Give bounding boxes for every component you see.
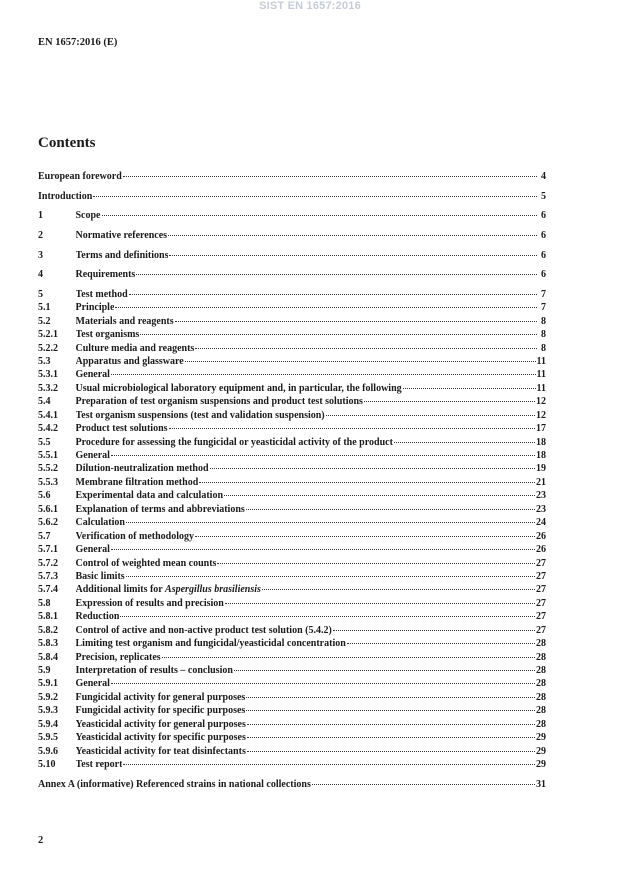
toc-entry[interactable]: [38, 691, 546, 704]
toc-entry-number: 5.3.1: [38, 369, 58, 381]
toc-leader-dots: [93, 196, 537, 197]
toc-leader-dots: [169, 255, 537, 256]
toc-entry-number: 5.9.3: [38, 705, 58, 717]
toc-leader-dots: [333, 630, 535, 631]
toc-leader-dots: [169, 428, 535, 429]
toc-entry-title: Test method: [75, 288, 128, 300]
toc-entry-title: Scope: [75, 210, 101, 222]
document-id: EN 1657:2016 (E): [38, 37, 118, 48]
toc-entry[interactable]: [38, 758, 546, 771]
toc-entry-number: 5.9.1: [38, 678, 58, 690]
toc-entry[interactable]: [38, 328, 546, 341]
toc-entry-page: 19: [536, 463, 546, 475]
toc-entry-title-italic: Aspergillus brasiliensis: [165, 584, 261, 596]
toc-leader-dots: [162, 657, 535, 658]
toc-entry-number: 5.10: [38, 759, 56, 771]
toc-entry-title: Control of weighted mean counts: [75, 557, 217, 569]
toc-entry-page: 28: [536, 638, 546, 650]
toc-leader-dots: [185, 361, 536, 362]
toc-entry[interactable]: [38, 516, 546, 529]
toc-leader-dots: [210, 468, 535, 469]
toc-leader-dots: [326, 415, 535, 416]
toc-entry-page: 28: [536, 718, 546, 730]
toc-entry[interactable]: [38, 745, 546, 758]
toc-entry[interactable]: [38, 543, 546, 556]
contents-heading: Contents: [38, 135, 96, 151]
toc-entry-number: 5.1: [38, 302, 51, 314]
toc-entry-title: Additional limits for Aspergillus brasiliensis: [75, 584, 261, 596]
toc-leader-dots: [195, 536, 535, 537]
toc-entry[interactable]: [38, 190, 546, 203]
toc-entry-title: Usual microbiological laboratory equipment and, in particular, the following: [75, 382, 402, 394]
toc-leader-dots: [126, 576, 535, 577]
toc-leader-dots: [123, 764, 535, 765]
toc-entry-title: Fungicidal activity for specific purposes: [75, 705, 246, 717]
toc-entry-title: Basic limits: [75, 570, 125, 582]
toc-entry-number: 1: [38, 210, 43, 222]
toc-entry-title: Dilution-neutralization method: [75, 463, 209, 475]
toc-entry-number: 4: [38, 269, 43, 281]
toc-entry-number: 5.6.2: [38, 517, 58, 529]
toc-entry-number: 5.8.3: [38, 638, 58, 650]
toc-entry-number: 5.2.2: [38, 342, 58, 354]
toc-entry-number: 5.8.4: [38, 651, 58, 663]
toc-entry[interactable]: [38, 624, 546, 637]
toc-entry-page: 27: [536, 584, 546, 596]
toc-entry-page: 17: [536, 423, 546, 435]
toc-entry-page: 5: [541, 190, 546, 202]
toc-entry[interactable]: [38, 503, 546, 516]
toc-entry-number: 5.2.1: [38, 329, 58, 341]
toc-entry-number: 2: [38, 229, 43, 241]
toc-entry-title: Precision, replicates: [75, 651, 161, 663]
toc-entry-title: Introduction: [38, 190, 93, 202]
toc-entry-page: 26: [536, 530, 546, 542]
toc-leader-dots: [111, 549, 535, 550]
toc-entry-page: 29: [536, 745, 546, 757]
watermark: SIST EN 1657:2016: [259, 0, 361, 12]
toc-entry[interactable]: [38, 778, 546, 791]
toc-entry-title: Yeasticidal activity for teat disinfectants: [75, 745, 246, 757]
toc-entry[interactable]: [38, 462, 546, 475]
toc-entry[interactable]: [38, 301, 546, 314]
toc-leader-dots: [262, 589, 535, 590]
toc-entry-page: 7: [541, 288, 546, 300]
toc-entry[interactable]: [38, 610, 546, 623]
toc-leader-dots: [394, 442, 535, 443]
toc-entry-title: Control of active and non-active product test solution (5.4.2): [75, 624, 332, 636]
table-of-contents: [38, 170, 546, 791]
toc-entry-number: 5.5: [38, 436, 51, 448]
toc-entry-number: 5.6.1: [38, 503, 58, 515]
toc-entry-title: Experimental data and calculation: [75, 490, 224, 502]
toc-entry-number: 5.3: [38, 355, 51, 367]
toc-entry-number: 5.7.1: [38, 544, 58, 556]
toc-leader-dots: [364, 401, 535, 402]
toc-entry-number: 5.4.2: [38, 423, 58, 435]
toc-entry[interactable]: [38, 570, 546, 583]
toc-entry-number: 5.5.1: [38, 450, 58, 461]
toc-entry-page: 27: [536, 624, 546, 636]
toc-entry-title: Test report: [75, 759, 123, 771]
toc-entry-page: 7: [541, 302, 546, 314]
toc-leader-dots: [126, 522, 535, 523]
toc-entry-page: 11: [536, 369, 546, 381]
toc-entry-number: 5.7.3: [38, 570, 58, 582]
toc-entry-page: 8: [541, 329, 546, 341]
toc-leader-dots: [403, 388, 536, 389]
toc-entry-page: 6: [541, 249, 546, 261]
toc-entry-title: Fungicidal activity for general purposes: [75, 691, 246, 703]
toc-entry-number: 5.7.2: [38, 557, 58, 569]
toc-entry[interactable]: [38, 249, 546, 262]
toc-entry-page: 28: [536, 665, 546, 676]
toc-entry-title: Materials and reagents: [75, 315, 174, 327]
toc-entry-page: 12: [536, 396, 546, 408]
toc-entry-page: 28: [536, 651, 546, 663]
toc-leader-dots: [217, 563, 535, 564]
toc-entry[interactable]: [38, 288, 546, 301]
toc-entry-title: Culture media and reagents: [75, 342, 195, 354]
toc-entry[interactable]: [38, 436, 546, 449]
toc-entry-page: 28: [536, 678, 546, 690]
toc-entry-title: Yeasticidal activity for specific purposes: [75, 732, 246, 744]
toc-leader-dots: [140, 334, 537, 335]
toc-entry-number: 5.4.1: [38, 409, 58, 421]
toc-entry-page: 4: [541, 171, 546, 182]
toc-leader-dots: [102, 215, 538, 216]
toc-entry[interactable]: [38, 664, 546, 677]
toc-entry-number: 5.5.2: [38, 463, 58, 475]
toc-entry-number: 5.7: [38, 530, 51, 542]
toc-entry-title: Verification of methodology: [75, 530, 195, 542]
toc-entry[interactable]: [38, 677, 546, 690]
toc-entry-title: Preparation of test organism suspensions and product test solutions: [75, 396, 363, 408]
toc-leader-dots: [246, 697, 535, 698]
toc-entry[interactable]: [38, 597, 546, 610]
toc-entry[interactable]: [38, 368, 546, 381]
toc-entry-number: 5.9.5: [38, 732, 58, 744]
toc-entry-title: Explanation of terms and abbreviations: [75, 503, 245, 515]
toc-entry-number: 5.9: [38, 665, 51, 676]
toc-entry[interactable]: [38, 637, 546, 650]
toc-leader-dots: [247, 737, 535, 738]
toc-entry-page: 18: [536, 450, 546, 461]
toc-entry-page: 6: [541, 210, 546, 222]
toc-entry-title: Principle: [75, 302, 115, 314]
toc-entry-title: Procedure for assessing the fungicidal or yeasticidal activity of the product: [75, 436, 393, 448]
toc-entry-title: Test organisms: [75, 329, 140, 341]
toc-entry-page: 18: [536, 436, 546, 448]
toc-entry-page: 27: [536, 597, 546, 609]
toc-entry-number: 5.9.2: [38, 691, 58, 703]
toc-entry-number: 5.9.6: [38, 745, 58, 757]
toc-leader-dots: [111, 455, 535, 456]
toc-entry-title: General: [75, 369, 110, 381]
toc-entry-page: 8: [541, 342, 546, 354]
toc-entry-number: 5.6: [38, 490, 51, 502]
toc-entry[interactable]: [38, 209, 546, 222]
toc-entry-page: 27: [536, 557, 546, 569]
toc-leader-dots: [129, 294, 537, 295]
toc-entry-title: Test organism suspensions (test and validation suspension): [75, 409, 325, 421]
toc-entry-number: 5.8: [38, 597, 51, 609]
toc-leader-dots: [246, 509, 535, 510]
toc-entry[interactable]: [38, 731, 546, 744]
toc-entry-page: 6: [541, 229, 546, 241]
toc-entry-number: 5.9.4: [38, 718, 58, 730]
toc-entry[interactable]: [38, 489, 546, 502]
toc-entry-page: 8: [541, 315, 546, 327]
toc-leader-dots: [224, 495, 535, 496]
toc-entry-page: 11: [536, 355, 546, 367]
toc-leader-dots: [111, 683, 535, 684]
toc-entry-title: Limiting test organism and fungicidal/yeasticidal concentration: [75, 638, 346, 650]
toc-leader-dots: [312, 784, 535, 785]
toc-entry[interactable]: [38, 583, 546, 596]
toc-entry-page: 24: [536, 517, 546, 529]
toc-leader-dots: [175, 321, 537, 322]
toc-entry-page: 28: [536, 691, 546, 703]
toc-entry[interactable]: [38, 229, 546, 242]
toc-leader-dots: [199, 482, 535, 483]
toc-entry-title: Normative references: [75, 229, 168, 241]
toc-entry-title: Yeasticidal activity for general purposes: [75, 718, 246, 730]
toc-entry-number: 3: [38, 249, 43, 261]
toc-entry-title: Calculation: [75, 517, 125, 529]
toc-entry[interactable]: [38, 268, 546, 281]
toc-entry[interactable]: [38, 355, 546, 368]
toc-entry[interactable]: [38, 476, 546, 489]
toc-entry-number: 5.3.2: [38, 382, 58, 394]
toc-leader-dots: [111, 374, 536, 375]
toc-entry-title: Reduction: [75, 611, 120, 623]
toc-entry[interactable]: [38, 342, 546, 355]
toc-entry-title: General: [75, 544, 110, 556]
toc-entry-page: 11: [536, 382, 546, 394]
toc-entry-title: Annex A (informative) Referenced strains in national collections: [38, 778, 311, 790]
toc-entry-page: 26: [536, 544, 546, 556]
toc-entry-title: General: [75, 450, 110, 461]
toc-leader-dots: [347, 643, 535, 644]
toc-entry-title: Interpretation of results – conclusion: [75, 665, 233, 676]
toc-entry-page: 23: [536, 503, 546, 515]
toc-entry-title: European foreword: [38, 171, 122, 182]
toc-entry-page: 23: [536, 490, 546, 502]
toc-leader-dots: [246, 710, 535, 711]
toc-entry-page: 31: [536, 778, 546, 790]
toc-entry-number: 5: [38, 288, 43, 300]
toc-entry-number: 5.8.1: [38, 611, 58, 623]
toc-leader-dots: [225, 603, 535, 604]
toc-entry[interactable]: [38, 530, 546, 543]
toc-leader-dots: [247, 751, 535, 752]
toc-entry-number: 5.5.3: [38, 476, 58, 488]
toc-entry-title: Expression of results and precision: [75, 597, 224, 609]
toc-leader-dots: [195, 348, 537, 349]
toc-entry[interactable]: [38, 395, 546, 408]
toc-entry-title: Terms and definitions: [75, 249, 169, 261]
toc-entry-number: 5.2: [38, 315, 51, 327]
toc-entry[interactable]: [38, 170, 546, 183]
toc-entry-title: Membrane filtration method: [75, 476, 199, 488]
toc-leader-dots: [115, 307, 537, 308]
toc-entry[interactable]: [38, 315, 546, 328]
toc-entry-title: General: [75, 678, 110, 690]
toc-entry[interactable]: [38, 422, 546, 435]
toc-entry[interactable]: [38, 704, 546, 717]
toc-entry-title: Apparatus and glassware: [75, 355, 184, 367]
toc-entry[interactable]: [38, 651, 546, 664]
toc-entry-page: 27: [536, 570, 546, 582]
toc-entry[interactable]: [38, 718, 546, 731]
toc-leader-dots: [247, 724, 535, 725]
toc-leader-dots: [123, 176, 537, 177]
toc-entry-page: 28: [536, 705, 546, 717]
toc-entry[interactable]: [38, 382, 546, 395]
toc-leader-dots: [234, 670, 535, 671]
toc-leader-dots: [120, 616, 535, 617]
toc-entry-page: 12: [536, 409, 546, 421]
toc-entry-page: 29: [536, 732, 546, 744]
toc-leader-dots: [168, 235, 537, 236]
toc-entry-title: Product test solutions: [75, 423, 168, 435]
toc-entry-page: 21: [536, 476, 546, 488]
toc-entry-page: 29: [536, 759, 546, 771]
toc-entry-page: 6: [541, 269, 546, 281]
toc-entry[interactable]: [38, 449, 546, 462]
toc-entry-number: 5.8.2: [38, 624, 58, 636]
toc-entry-title: Requirements: [75, 269, 136, 281]
page-number: 2: [38, 835, 44, 846]
toc-entry[interactable]: [38, 557, 546, 570]
toc-entry[interactable]: [38, 409, 546, 422]
toc-leader-dots: [136, 274, 537, 275]
toc-entry-page: 27: [536, 611, 546, 623]
toc-entry-number: 5.7.4: [38, 584, 58, 596]
toc-entry-number: 5.4: [38, 396, 51, 408]
